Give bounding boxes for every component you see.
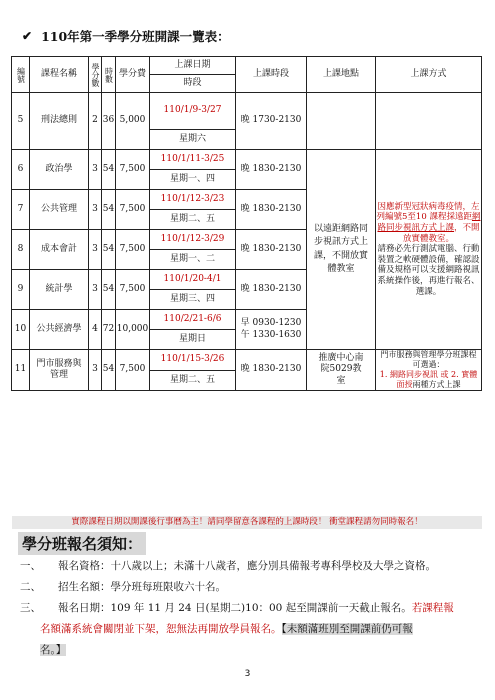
- course-place: 推廣中心南院5029教室: [307, 350, 376, 391]
- notice-red-underline: 網路同步視訊方式上課: [377, 212, 481, 233]
- course-dates: 110/1/9-3/27: [150, 93, 236, 130]
- header-time: 上課時段: [236, 57, 307, 93]
- course-time: 晚 1830-2130: [236, 350, 307, 391]
- header-date: 上課日期: [150, 57, 236, 75]
- item-continuation: [40, 642, 66, 657]
- course-days: 星期二、五: [150, 210, 236, 230]
- header-place: 上課地點: [307, 57, 376, 93]
- course-name: 公共管理: [30, 190, 89, 230]
- item-text: 報名資格：十八歲以上；未滿十八歲者，應分別具備報考專科學校及大學之資格。: [58, 560, 436, 572]
- course-dates: 110/2/21-6/6: [150, 310, 236, 330]
- course-fee: 5,000: [116, 93, 150, 150]
- course-no: 7: [12, 190, 30, 230]
- course-credits: 2: [89, 93, 102, 150]
- course-method: [376, 350, 482, 391]
- course-method-empty: [376, 93, 482, 150]
- course-credits: 3: [89, 350, 102, 391]
- page-heading: [22, 27, 230, 45]
- item-text-red: 若課程報: [411, 602, 454, 614]
- header-name: 課程名稱: [30, 57, 89, 93]
- item-number: 二、: [20, 581, 41, 593]
- method-11-line1: 門市服務與管理學分班課程可選過：: [380, 350, 477, 369]
- method-11-red: 1. 網路同步視訊 或 2. 實體面授: [379, 370, 478, 389]
- course-hours: 36: [102, 93, 116, 150]
- course-time: 晚 1830-2130: [236, 150, 307, 190]
- section-title: 學分班報名須知：: [18, 532, 146, 555]
- header-hours: 時數: [102, 57, 116, 93]
- heading-text: 110年第一季學分班開課一覽表：: [41, 29, 230, 44]
- course-credits: 3: [89, 270, 102, 310]
- checkmark-icon: ✔: [22, 29, 33, 43]
- course-time: 晚 1830-2130: [236, 190, 307, 230]
- course-hours: 54: [102, 350, 116, 391]
- course-name: 門市服務與管理: [30, 350, 89, 391]
- course-days: 星期日: [150, 330, 236, 350]
- table-row: [12, 150, 482, 170]
- course-credits: 3: [89, 230, 102, 270]
- course-fee: 7,500: [116, 150, 150, 190]
- course-hours: 54: [102, 230, 116, 270]
- item-text: 招生名額：學分班每班限收六十名。: [58, 581, 226, 593]
- course-days: 星期一、四: [150, 170, 236, 190]
- course-no: 6: [12, 150, 30, 190]
- item-text-red-2: 名額滿系統會關閉並下架，恕無法再開放學員報名。: [40, 623, 282, 635]
- course-credits: 3: [89, 150, 102, 190]
- item-text-highlight: 【未額滿班別至開課前仍可報: [281, 623, 413, 635]
- course-hours: 54: [102, 190, 116, 230]
- course-fee: 7,500: [116, 230, 150, 270]
- course-fee: 7,500: [116, 190, 150, 230]
- header-no: 編號: [12, 57, 30, 93]
- course-days: 星期三、四: [150, 290, 236, 310]
- course-schedule-table: [11, 56, 482, 391]
- course-no: 10: [12, 310, 30, 350]
- item-text: 報名日期：109 年 11 月 24 日(星期二)10：00 起至開課前一天截止報名。: [58, 602, 412, 614]
- header-fee: 學分費: [116, 57, 150, 93]
- list-item: [20, 579, 226, 594]
- course-name: 統計學: [30, 270, 89, 310]
- course-dates: 110/1/20-4/1: [150, 270, 236, 290]
- method-11-line3: 兩種方式上課: [412, 380, 461, 389]
- item-continuation: [40, 621, 413, 636]
- notice-red-2: ，不開放實體教室。: [402, 222, 480, 244]
- course-hours: 54: [102, 270, 116, 310]
- course-hours: 72: [102, 310, 116, 350]
- item-number: 一、: [20, 560, 41, 572]
- course-no: 11: [12, 350, 30, 391]
- table-row: [12, 93, 482, 130]
- header-credits: 學分數: [89, 57, 102, 93]
- header-method: 上課方式: [376, 57, 482, 93]
- table-row: [12, 350, 482, 371]
- course-name: 政治學: [30, 150, 89, 190]
- remote-place: 以遠距網路同步視訊方式上課，不開放實體教室: [307, 150, 376, 350]
- course-hours: 54: [102, 150, 116, 190]
- course-time: [236, 310, 307, 350]
- page-number: 3: [244, 669, 251, 679]
- notice-red-1: 因應新型冠狀病毒疫情，左列編號5至10 課程採遠距: [376, 201, 480, 223]
- course-dates: 110/1/12-3/23: [150, 190, 236, 210]
- schedule-footnote: 實際課程日期以開課後行事曆為主！請同學留意各課程的上課時段！ 衝堂課程請勿同時報名！: [12, 516, 482, 529]
- course-time-morning: 早 0930-1230: [240, 318, 302, 329]
- table-header-row: [12, 57, 482, 75]
- course-days: 星期一、二: [150, 250, 236, 270]
- course-time: 晚 1830-2130: [236, 270, 307, 310]
- course-time: 晚 1730-2130: [236, 93, 307, 150]
- course-time-afternoon: 午 1330-1630: [240, 329, 302, 340]
- course-name: 成本會計: [30, 230, 89, 270]
- course-no: 9: [12, 270, 30, 310]
- course-dates: 110/1/12-3/29: [150, 230, 236, 250]
- course-no: 5: [12, 93, 30, 150]
- course-credits: 4: [89, 310, 102, 350]
- course-days: 星期二、五: [150, 370, 236, 391]
- notice-black: 請務必先行測試電腦、行動裝置之軟硬體設備，確認設備及規格可以支援網路視訊系統操作後，再進行報名、選課。: [377, 244, 480, 297]
- course-place-empty: [307, 93, 376, 150]
- course-days: 星期六: [150, 130, 236, 150]
- course-name: 刑法總則: [30, 93, 89, 150]
- method-notice: [376, 150, 482, 350]
- course-no: 8: [12, 230, 30, 270]
- list-item: [20, 558, 436, 573]
- course-fee: 7,500: [116, 350, 150, 391]
- course-credits: 3: [89, 190, 102, 230]
- course-dates: 110/1/15-3/26: [150, 350, 236, 371]
- course-name: 公共經濟學: [30, 310, 89, 350]
- list-item: [20, 600, 454, 615]
- item-number: 三、: [20, 602, 41, 614]
- item-text-highlight-2: 名。】: [40, 644, 67, 656]
- course-dates: 110/1/11-3/25: [150, 150, 236, 170]
- course-fee: 10,000: [116, 310, 150, 350]
- header-period: 時段: [150, 75, 236, 93]
- course-fee: 7,500: [116, 270, 150, 310]
- course-time: 晚 1830-2130: [236, 230, 307, 270]
